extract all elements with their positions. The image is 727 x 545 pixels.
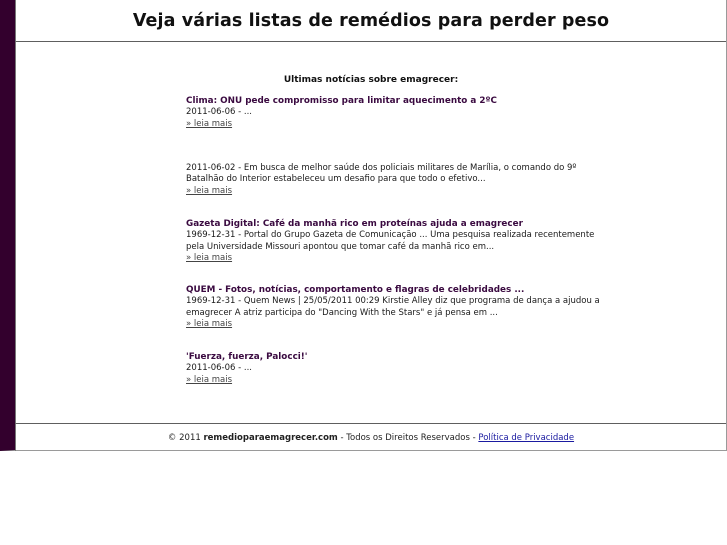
news-item: [186, 163, 606, 197]
news-item: [186, 219, 606, 264]
site-header: [15, 0, 726, 42]
read-more-link[interactable]: » leia mais: [186, 318, 233, 329]
footer-site-name: remedioparaemagrecer.com: [203, 432, 338, 443]
news-item: [186, 96, 606, 130]
page-title: Veja várias listas de remédios para perder peso: [132, 10, 610, 31]
privacy-policy-link[interactable]: Política de Privacidade: [478, 432, 575, 443]
news-item-snippet: 2011-06-06 - ...: [186, 363, 252, 374]
news-item: [186, 352, 606, 386]
news-item-title[interactable]: QUEM - Fotos, notícias, comportamento e flagras de celebridades ...: [186, 285, 525, 295]
main-content: [15, 42, 726, 423]
news-item-snippet: 1969-12-31 - Portal do Grupo Gazeta de Comunicação ... Uma pesquisa realizada recentemente pela Universidade Missouri apontou que tomar café da manhã rico em...: [186, 230, 595, 252]
read-more-link[interactable]: » leia mais: [186, 252, 233, 263]
news-item-snippet: 2011-06-06 - ...: [186, 107, 252, 118]
news-item-title[interactable]: Clima: ONU pede compromisso para limitar aquecimento a 2ºC: [186, 96, 497, 106]
news-section-heading: Ultimas notícias sobre emagrecer:: [283, 75, 459, 85]
news-item-title[interactable]: 'Fuerza, fuerza, Palocci!': [186, 352, 308, 362]
footer-rights: - Todos os Direitos Reservados -: [340, 432, 476, 443]
read-more-link[interactable]: » leia mais: [186, 118, 233, 129]
news-item-title[interactable]: Gazeta Digital: Café da manhã rico em proteínas ajuda a emagrecer: [186, 219, 523, 229]
site-footer: [15, 423, 726, 451]
read-more-link[interactable]: » leia mais: [186, 185, 233, 196]
news-item: [186, 285, 606, 330]
footer-copyright: © 2011: [167, 432, 201, 443]
news-item-snippet: 2011-06-02 - Em busca de melhor saúde dos policiais militares de Marília, o comando do 9º Batalhão do Interior estabeleceu um desafio para que todo o efetivo...: [186, 163, 577, 185]
read-more-link[interactable]: » leia mais: [186, 374, 233, 385]
news-item-snippet: 1969-12-31 - Quem News | 25/05/2011 00:29 Kirstie Alley diz que programa de dança a ajudou a emagrecer A atriz participa do "Dancing With the Stars" e já pensa em ...: [186, 296, 600, 318]
